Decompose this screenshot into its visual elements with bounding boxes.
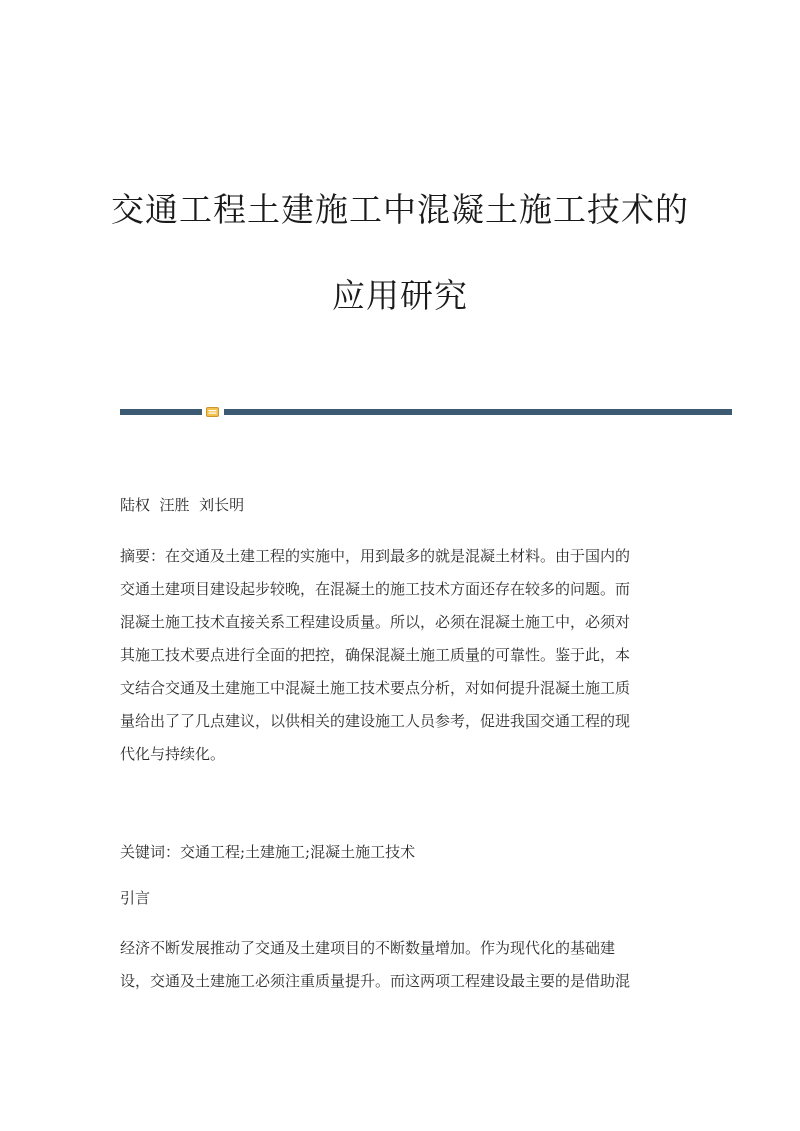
document-badge-icon [206,407,219,417]
abstract-line: 其施工技术要点进行全面的把控，确保混凝土施工质量的可靠性。鉴于此，本 [120,646,631,664]
keywords: 关键词：交通工程;土建施工;混凝土施工技术 [120,843,416,861]
abstract-line: 文结合交通及土建施工中混凝土施工技术要点分析，对如何提升混凝土施工质 [120,679,631,697]
abstract-line: 量给出了了几点建议，以供相关的建设施工人员参考，促进我国交通工程的现 [120,712,631,730]
abstract-line: 代化与持续化。 [120,745,226,763]
authors: 陆权 汪胜 刘长明 [120,496,245,514]
intro-line: 设，交通及土建施工必须注重质量提升。而这两项工程建设最主要的是借助混 [120,972,631,990]
intro-body [120,932,680,998]
abstract-line: 交通土建项目建设起步较晚，在混凝土的施工技术方面还存在较多的问题。而 [120,580,631,598]
title-divider [120,408,732,416]
intro-line: 经济不断发展推动了交通及土建项目的不断数量增加。作为现代化的基础建 [120,939,616,957]
abstract-line: 混凝土施工技术直接关系工程建设质量。所以，必须在混凝土施工中，必须对 [120,613,631,631]
page-title-line-2: 应用研究 [332,276,468,315]
abstract [120,540,680,771]
divider-bar-right [224,409,732,415]
intro-heading: 引言 [120,889,151,907]
abstract-line: 摘要：在交通及土建工程的实施中，用到最多的就是混凝土材料。由于国内的 [120,547,631,565]
page-title-line-1: 交通工程土建施工中混凝土施工技术的 [111,190,689,229]
divider-bar-left [120,409,202,415]
